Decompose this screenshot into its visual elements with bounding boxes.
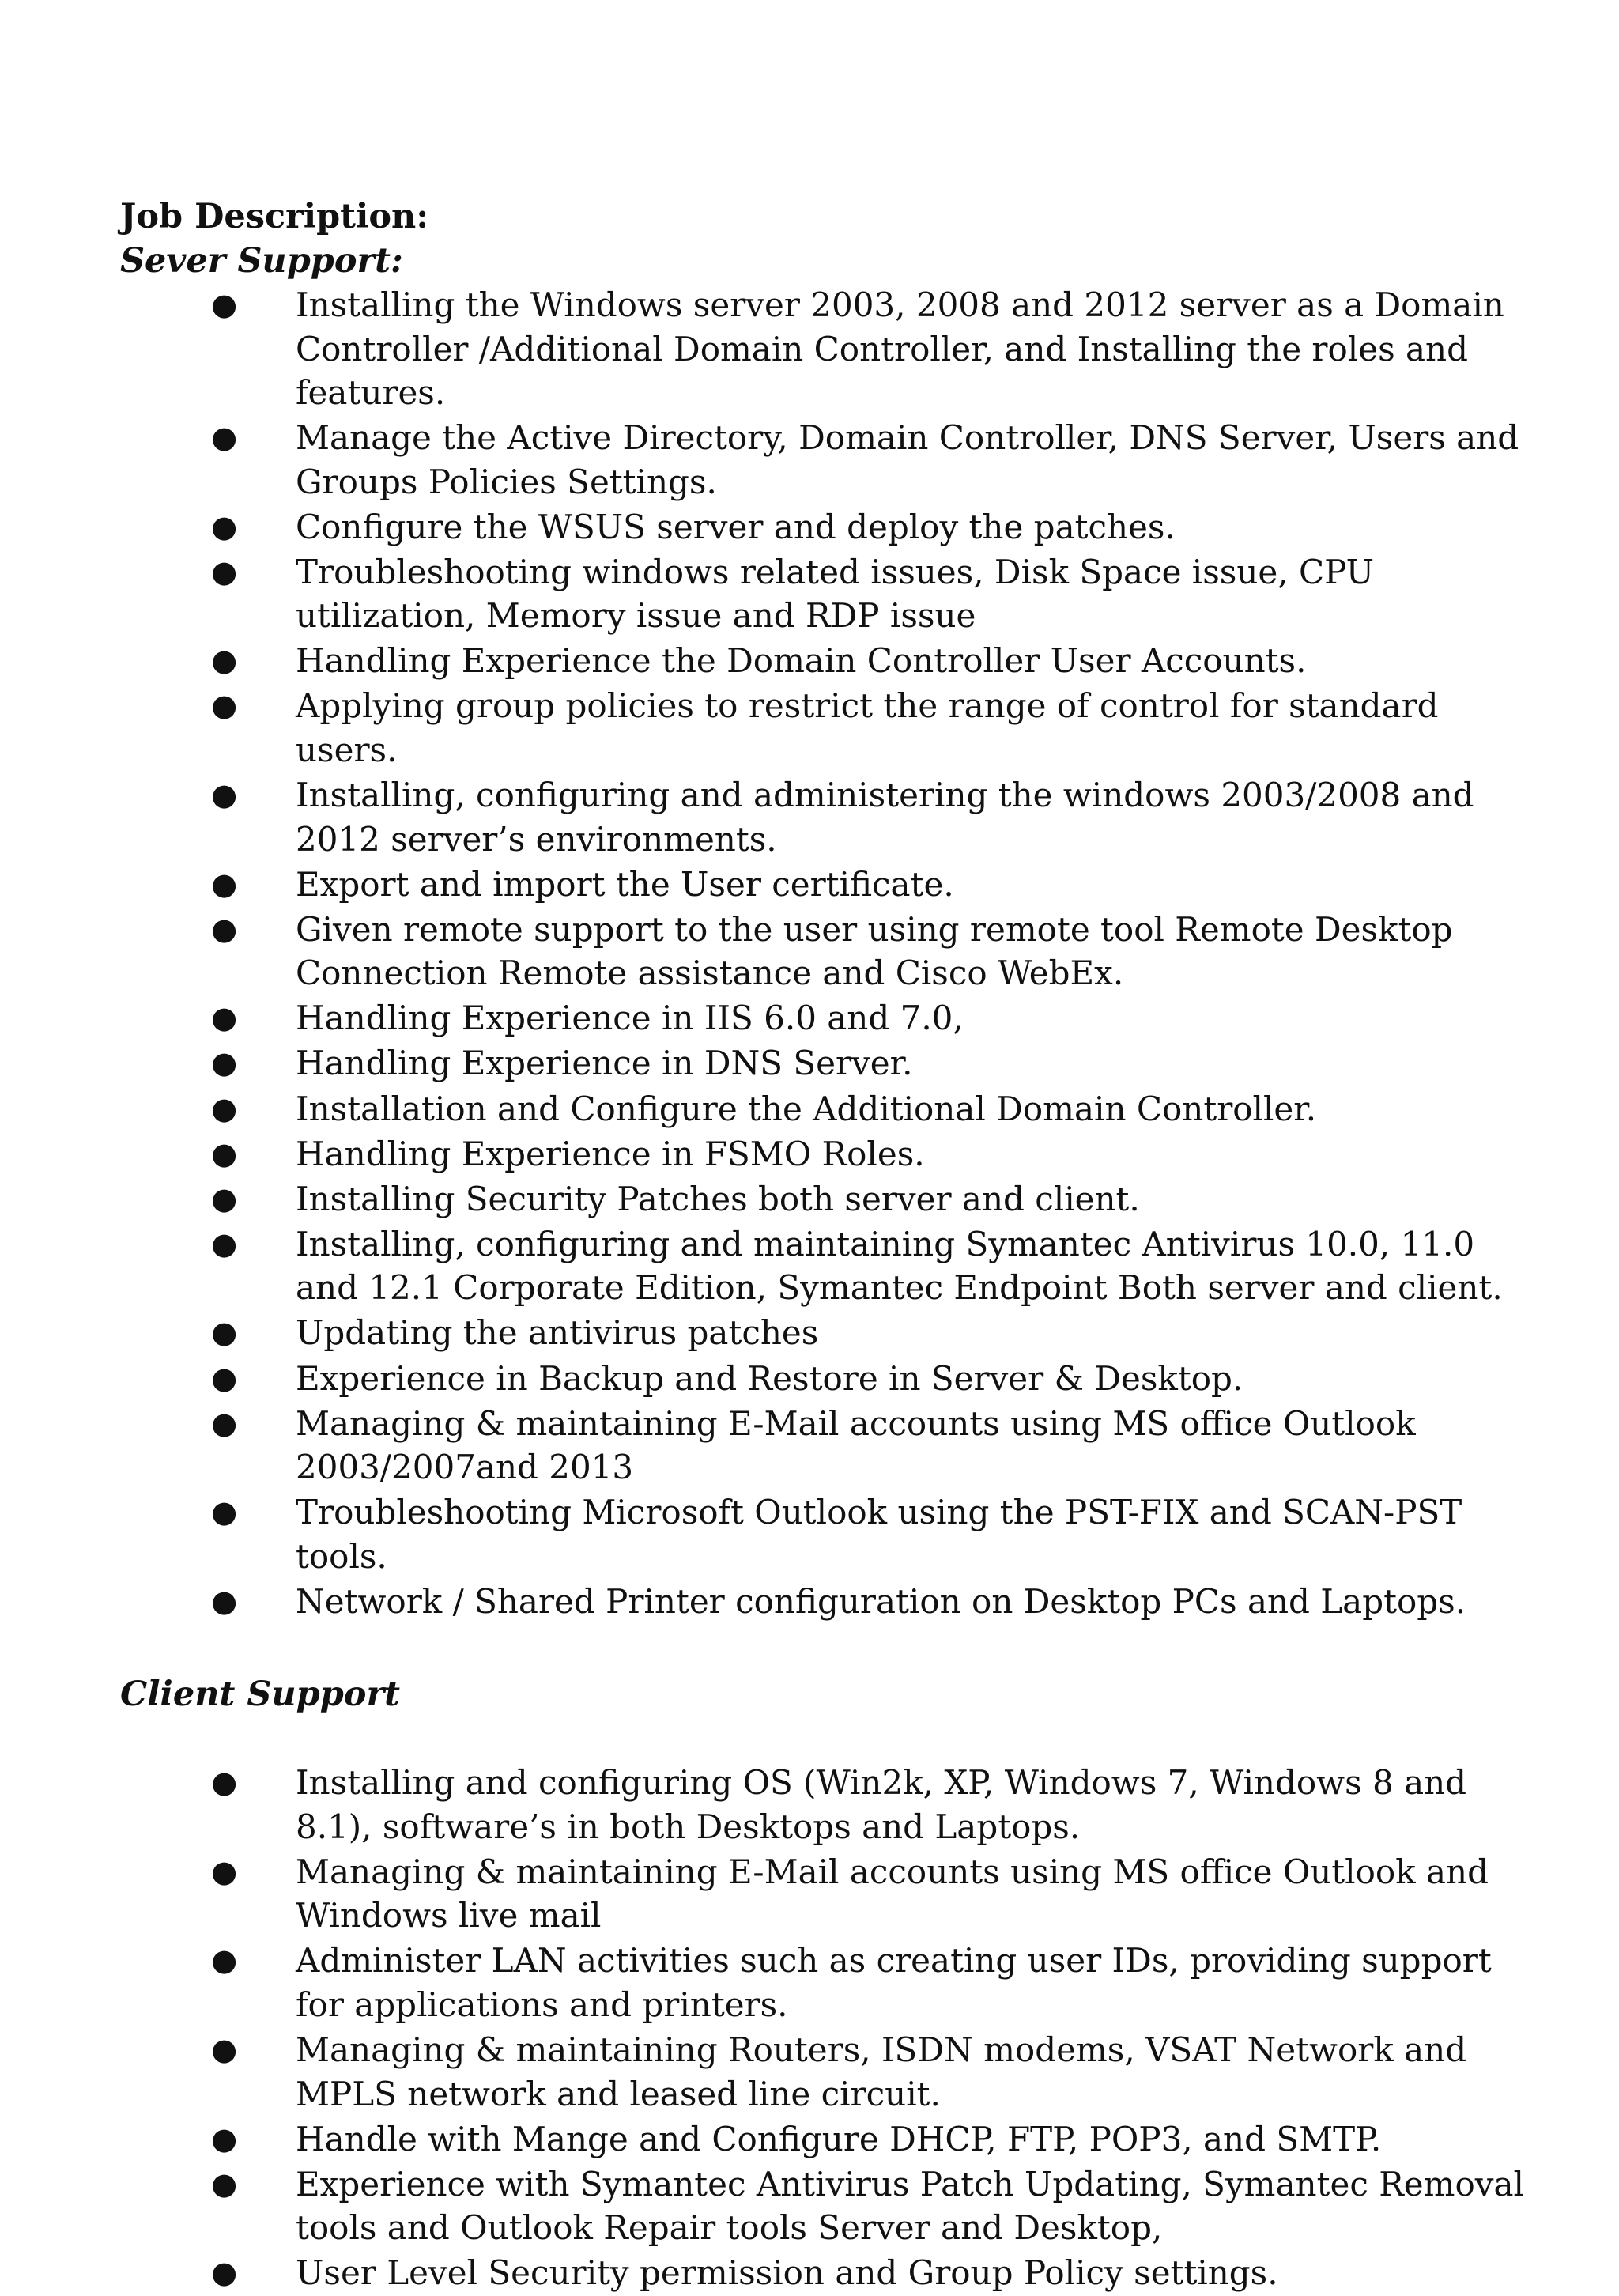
bullet-icon: ● — [211, 1360, 238, 1395]
list-item: ● Administer LAN activities such as creating user IDs, providing support for applications and printers. — [120, 1939, 1543, 2026]
list-item: ● Experience with Symantec Antivirus Patch Updating, Symantec Removal tools and Outlook Repair tools Server and Desktop, — [120, 2162, 1543, 2250]
bullet-icon: ● — [211, 2255, 238, 2290]
section-heading-server-support: Sever Support: — [120, 241, 403, 281]
list-item: ● Configure the WSUS server and deploy the patches. — [120, 505, 1543, 549]
list-item: ● Managing & maintaining E-Mail accounts using MS office Outlook and Windows live mail — [120, 1850, 1543, 1938]
bullet-icon: ● — [211, 1135, 238, 1171]
list-item: ● Network / Shared Printer configuration on Desktop PCs and Laptops. — [120, 1580, 1543, 1624]
bullet-icon: ● — [211, 1765, 238, 1800]
page-title: Job Description: — [120, 197, 429, 236]
list-item: ● Managing & maintaining E-Mail accounts using MS office Outlook 2003/2007and 2013 — [120, 1402, 1543, 1490]
list-item: ● Troubleshooting windows related issues, Disk Space issue, CPU utilization, Memory issue and RDP issue — [120, 550, 1543, 638]
list-item: ● Handle with Mange and Configure DHCP, FTP, POP3, and SMTP. — [120, 2117, 1543, 2162]
bullet-icon: ● — [211, 777, 238, 813]
bullet-icon: ● — [211, 1853, 238, 1889]
bullet-icon: ● — [211, 1583, 238, 1618]
list-item: ● Handling Experience the Domain Controller User Accounts. — [120, 639, 1543, 683]
bullet-icon: ● — [211, 1180, 238, 1216]
list-item: ● Updating the antivirus patches — [120, 1311, 1543, 1355]
section-heading-client-support: Client Support — [120, 1675, 400, 1715]
bullet-icon: ● — [211, 1090, 238, 1126]
client-support-list — [120, 1761, 1543, 2295]
list-item: ● Given remote support to the user using remote tool Remote Desktop Connection Remote assistance and Cisco WebEx. — [120, 908, 1543, 995]
list-item: ● Handling Experience in FSMO Roles. — [120, 1132, 1543, 1176]
bullet-icon: ● — [211, 1000, 238, 1036]
bullet-icon: ● — [211, 643, 238, 678]
list-item: ● Export and import the User certificate. — [120, 863, 1543, 907]
bullet-icon: ● — [211, 553, 238, 589]
bullet-icon: ● — [211, 688, 238, 723]
list-item: ● Installation and Configure the Additional Domain Controller. — [120, 1087, 1543, 1131]
bullet-icon: ● — [211, 2120, 238, 2156]
bullet-icon: ● — [211, 2166, 238, 2201]
list-item: ● Installing and configuring OS (Win2k, XP, Windows 7, Windows 8 and 8.1), software’s in both Desktops and Laptops. — [120, 1761, 1543, 1849]
list-item: ● Handling Experience in IIS 6.0 and 7.0, — [120, 996, 1543, 1040]
bullet-icon: ● — [211, 1225, 238, 1261]
bullet-icon: ● — [211, 420, 238, 455]
bullet-icon: ● — [211, 1315, 238, 1350]
bullet-icon: ● — [211, 287, 238, 322]
list-item: ● Applying group policies to restrict the range of control for standard users. — [120, 684, 1543, 772]
list-item: ● Handling Experience in DNS Server. — [120, 1041, 1543, 1086]
list-item: ● Manage the Active Directory, Domain Controller, DNS Server, Users and Groups Policies Settings. — [120, 416, 1543, 504]
bullet-icon: ● — [211, 1494, 238, 1530]
bullet-icon: ● — [211, 866, 238, 901]
bullet-icon: ● — [211, 1045, 238, 1081]
list-item: ● Experience in Backup and Restore in Server & Desktop. — [120, 1357, 1543, 1401]
bullet-icon: ● — [211, 1943, 238, 1978]
list-item: ● Installing, configuring and administering the windows 2003/2008 and 2012 server’s environments. — [120, 773, 1543, 861]
list-item: ● Managing & maintaining Routers, ISDN modems, VSAT Network and MPLS network and leased line circuit. — [120, 2028, 1543, 2116]
bullet-icon: ● — [211, 911, 238, 946]
list-item: ● Installing, configuring and maintaining Symantec Antivirus 10.0, 11.0 and 12.1 Corporate Edition, Symantec Endpoint Both server and client. — [120, 1222, 1543, 1310]
bullet-icon: ● — [211, 508, 238, 544]
bullet-icon: ● — [211, 1405, 238, 1441]
list-item: ● Troubleshooting Microsoft Outlook using the PST-FIX and SCAN-PST tools. — [120, 1490, 1543, 1578]
document-content — [120, 194, 1543, 2296]
list-item: ● Installing the Windows server 2003, 2008 and 2012 server as a Domain Controller /Additional Domain Controller, and Installing the roles and features. — [120, 283, 1543, 415]
list-item: ● Installing Security Patches both server and client. — [120, 1177, 1543, 1222]
list-item: ● User Level Security permission and Group Policy settings. — [120, 2251, 1543, 2295]
server-support-list — [120, 283, 1543, 1623]
bullet-icon: ● — [211, 2032, 238, 2068]
